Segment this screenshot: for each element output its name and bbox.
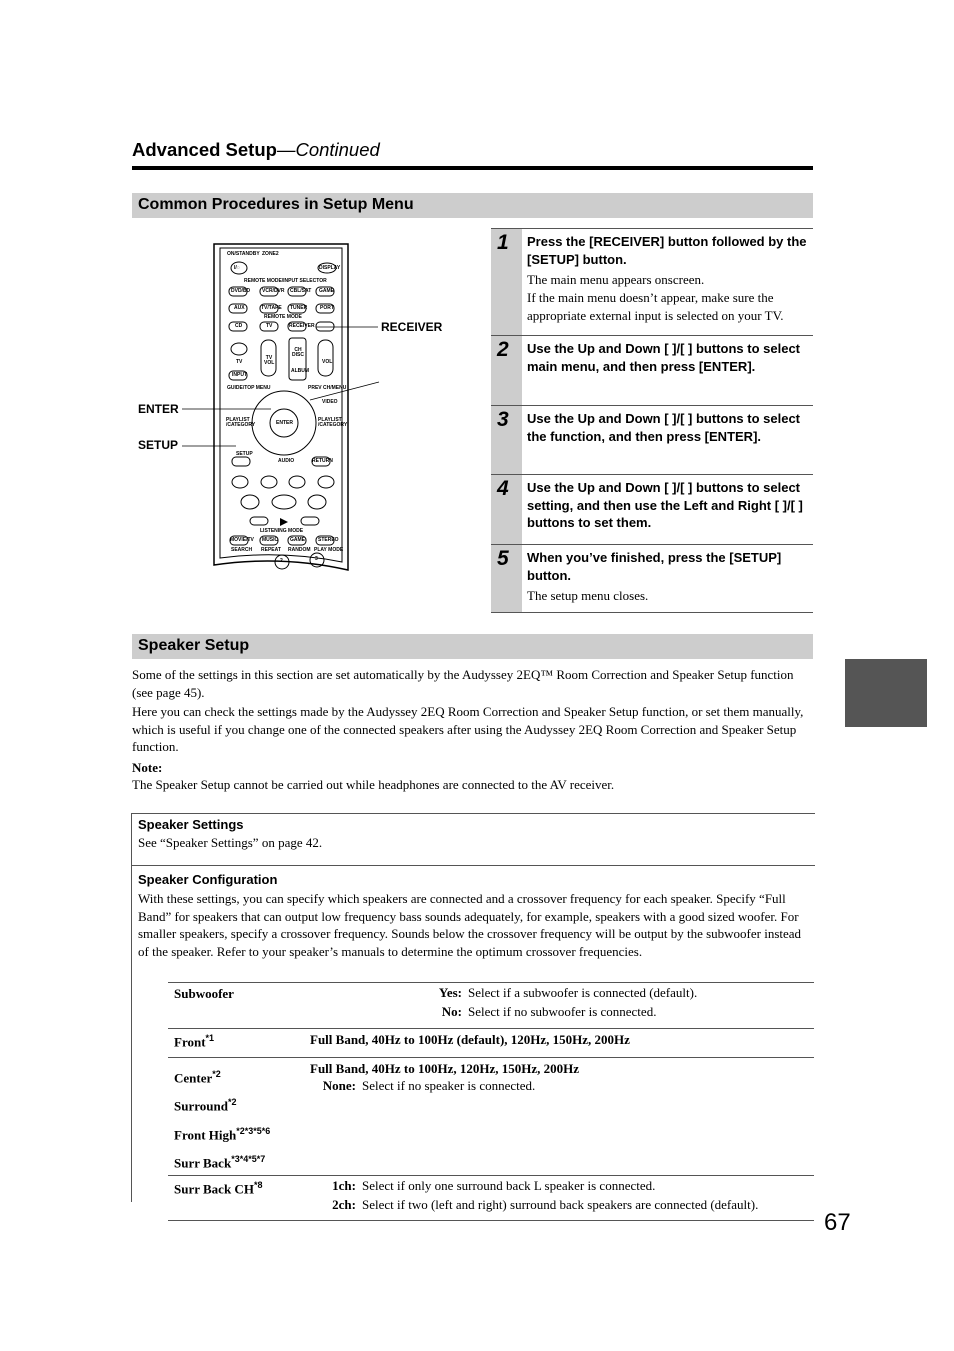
page-header-title: Advanced Setup—Continued [132,139,380,160]
label-surr-back: Surr Back$^{*3*4*5*7}$ [174,1153,266,1171]
key-vol: VOL [322,359,333,365]
label-enter: ENTER [138,402,179,416]
key-repeat: REPEAT [261,547,281,553]
label-setup: SETUP [138,438,179,452]
key-audio: AUDIO [278,458,295,464]
key-display: DISPLAY [319,265,341,271]
key-aux: AUX [234,305,245,311]
step-4 [491,474,813,544]
note-label: Note: [132,760,163,775]
key-random: RANDOM [288,547,311,553]
step-text: The main menu appears onscreen. [527,272,705,287]
option-none: None: Select if no speaker is connected. [322,1078,536,1093]
key-play-mode: PLAY MODE [314,547,344,553]
step-number: 4 [497,477,509,500]
key-game-2: GAME [290,537,305,543]
speaker-settings-heading: Speaker Settings [138,817,244,832]
chapter-side-tab [845,659,927,727]
key-tv: TV [266,323,273,329]
step-title: When you’ve finished, press the [SETUP] button. [527,550,782,583]
header-rule [132,166,813,170]
label-front-high: Front High$^{*2*3*5*6}$ [174,1125,271,1142]
key-2: 2 [280,558,283,564]
row-subwoofer [168,983,814,1029]
key-receiver: RECEIVER [289,323,315,329]
key-movie-tv: MOVIE/TV [230,537,254,543]
key-playlist-left: PLAYLIST /CATEGORY [226,417,256,428]
key-search: SEARCH [231,547,253,553]
key-tv-label: TV [236,359,243,365]
option-2ch: 2ch: Select if two (left and right) surround back speakers are connected (default). [332,1196,759,1212]
key-tuner: TUNER [290,305,308,311]
option-no: No: Select if no subwoofer is connected. [441,1003,657,1019]
key-vcr-dvr: VCR/DVR [262,288,285,294]
step-number: 3 [497,408,509,431]
label-surround: Surround$^{*2}$ [174,1097,237,1114]
front-values: Full Band, 40Hz to 100Hz (default), 120Hz, 150Hz, 200Hz [310,1032,630,1047]
key-stereo: STEREO [318,537,339,543]
label-receiver: RECEIVER [381,320,443,334]
speaker-intro-p1: Some of the settings in this section are set automatically by the Audyssey 2EQ™ Room Correction and Speaker Setup function (see page 45). [132,667,794,700]
steps-list [491,228,813,613]
key-input: INPUT [232,372,247,378]
key-zone2: ZONE2 [262,251,279,257]
key-music: MUSIC [262,537,279,543]
step-3 [491,405,813,474]
step-2 [491,335,813,405]
step-number: 2 [497,338,509,361]
key-playlist-right: PLAYLIST /CATEGORY [318,417,348,428]
speaker-settings-box [131,813,815,1212]
step-title: Use the Up and Down [ ]/[ ] buttons to select the function, and then press [ENTER]. [527,411,800,444]
step-number-box [491,475,522,544]
page-number: 67 [824,1209,851,1236]
key-on-standby: ON/STANDBY [227,251,260,257]
speaker-config-heading: Speaker Configuration [138,872,278,887]
row-front: Front$^{*1}$ Full Band, 40Hz to 100Hz (default), 120Hz, 150Hz, 200Hz [168,1029,814,1058]
step-number: 5 [497,547,509,570]
step-number: 1 [497,231,509,254]
section-speaker-setup [132,634,813,659]
key-port: PORT [320,305,334,311]
group-values: Full Band, 40Hz to 100Hz, 120Hz, 150Hz, 200Hz [310,1061,580,1076]
step-text: If the main menu doesn’t appear, make sure the appropriate external input is selected on your TV. [527,290,784,323]
row-speaker-group [168,1058,814,1176]
speaker-settings-text: See “Speaker Settings” on page 42. [138,835,323,850]
label-front: Front [174,1034,206,1050]
key-cbl-sat: CBL/SAT [290,288,312,294]
step-title: Press the [RECEIVER] button followed by the [SETUP] button. [527,234,807,267]
page-header-continued: —Continued [276,139,380,160]
key-ch-disc: CH DISC [292,347,304,358]
key-video: VIDEO [322,399,338,405]
step-title: Use the Up and Down [ ]/[ ] buttons to select setting, and then use the Left and Right [ ]/[ ] buttons to set them. [527,480,803,530]
key-remote-mode: REMOTE MODE/INPUT SELECTOR [244,278,327,284]
box-divider [132,865,815,866]
key-dvd-bd: DVD/BD [231,288,251,294]
key-return: RETURN [312,458,333,464]
key-cd: CD [235,323,243,329]
step-number-box [491,336,522,405]
key-album: ALBUM [291,368,310,374]
step-text: The setup menu closes. [527,588,649,603]
option-1ch: 1ch: Select if only one surround back L speaker is connected. [332,1178,656,1194]
step-number-box [491,229,522,335]
speaker-config-text: With these settings, you can specify which speakers are connected and a crossover frequency for each speaker. Specify “Full Band” for speakers that can output low frequency bass sounds adequately, for example, speakers with a good sized woofer. For smaller speakers, specify a crossover frequency. Sounds below the crossover frequency will be output by the subwoofer instead of the speaker. Refer to your speaker’s manuals to determine the optimum crossover frequencies. [138,891,802,959]
row-surr-back-ch: Surr Back CH$^{*8}$ 1ch: Select if only one surround back L speaker is connected. 2ch: Select if two (left and right) surround back speakers are connected (default). [168,1176,814,1221]
key-game: GAME [319,288,334,294]
key-tv-tape: TV/TAPE [261,305,282,311]
step-number-box [491,545,522,612]
key-3: 3 [315,556,318,562]
option-yes: Yes: Select if a subwoofer is connected (default). [438,985,698,1000]
step-number-box [491,406,522,474]
remote-control-illustration [136,240,456,580]
key-guide: GUIDE/TOP MENU [227,385,271,391]
note-text: The Speaker Setup cannot be carried out while headphones are connected to the AV receiver. [132,777,615,792]
key-listening-mode: LISTENING MODE [260,528,304,534]
step-5 [491,544,813,613]
label-subwoofer: Subwoofer [174,986,234,1001]
key-power: I/◌ [234,265,240,271]
section-common-procedures [132,193,813,218]
step-title: Use the Up and Down [ ]/[ ] buttons to select main menu, and then press [ENTER]. [527,341,800,374]
key-prev-ch: PREV CH/MENU [308,385,347,391]
label-center: Center$^{*2}$ [174,1069,221,1086]
speaker-config-table [168,982,814,1221]
section-title: Common Procedures in Setup Menu [138,196,414,213]
section-title: Speaker Setup [138,637,250,654]
label-surr-back-ch: Surr Back CH [174,1181,254,1197]
key-setup: SETUP [236,451,253,457]
key-tv-vol: TV VOL [264,355,275,366]
step-1 [491,228,813,335]
key-enter: ENTER [276,420,293,426]
speaker-intro-p2: Here you can check the settings made by the Audyssey 2EQ Room Correction and Speaker Setup function, or set them manually, which is useful if you change one of the connected speakers after using the Audyssey 2EQ Room Correction and Speaker Setup function. [132,704,804,754]
key-remote-mode-2: REMOTE MODE [264,314,302,320]
